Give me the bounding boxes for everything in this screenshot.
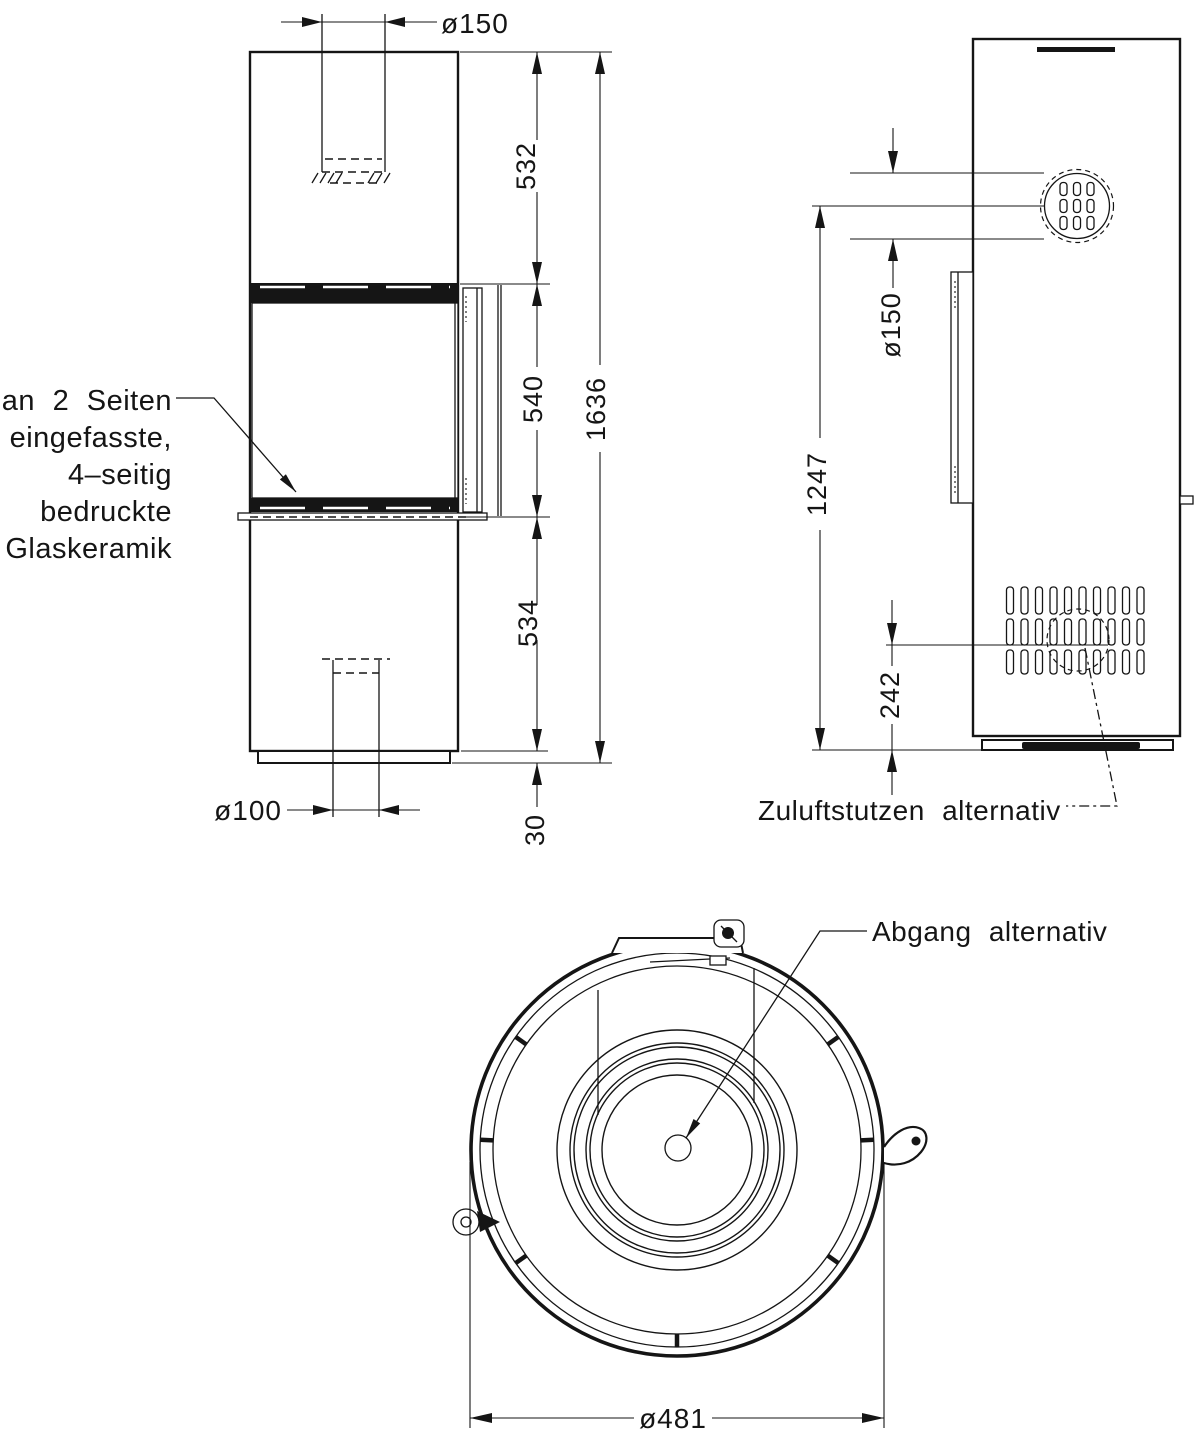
door-latch-knob [714, 920, 744, 947]
dim-o481: ø481 [639, 1403, 707, 1434]
side-glass-door-edge [951, 272, 973, 503]
dim-540: 540 [518, 374, 548, 424]
dimension-flue-diameter [281, 8, 509, 39]
dim-30: 30 [520, 813, 550, 847]
dim-534: 534 [513, 598, 543, 648]
front-air-pipe-diameter-label: ø100 [214, 795, 282, 826]
glass-pane [252, 303, 458, 498]
top-view [453, 916, 1107, 1434]
flue-outlet-slots [1060, 183, 1094, 230]
glass-note-line-1: an 2 Seiten [1, 385, 172, 417]
glass-bottom-band [250, 498, 459, 512]
glass-note-line-2: eingefasste, [9, 422, 172, 454]
center-outlet-circle [665, 1135, 691, 1161]
front-plinth [258, 751, 450, 763]
glass-note-line-4: bedruckte [40, 496, 172, 528]
side-body-outline [973, 39, 1180, 736]
outlet-note-label: Abgang alternativ [872, 916, 1108, 947]
glass-note-line-3: 4–seitig [68, 459, 172, 491]
side-view [758, 39, 1193, 826]
dim-side-o150: ø150 [876, 292, 906, 358]
side-top-slot [1037, 47, 1115, 52]
dim-1247: 1247 [802, 451, 832, 517]
door-handle [884, 1127, 926, 1165]
dim-532: 532 [511, 141, 541, 191]
dim-242: 242 [875, 670, 905, 720]
front-glass-window [238, 283, 501, 520]
glass-note-line-5: Glaskeramik [5, 533, 172, 565]
side-hinge-pin [1180, 496, 1193, 504]
front-view [2, 8, 612, 846]
inlet-note-label: Zuluftstutzen alternativ [758, 795, 1061, 826]
front-flue-diameter-label: ø150 [441, 8, 509, 39]
dimension-air-pipe-diameter [214, 795, 420, 826]
side-plinth-foot [1022, 742, 1140, 749]
dim-1636: 1636 [581, 376, 611, 442]
